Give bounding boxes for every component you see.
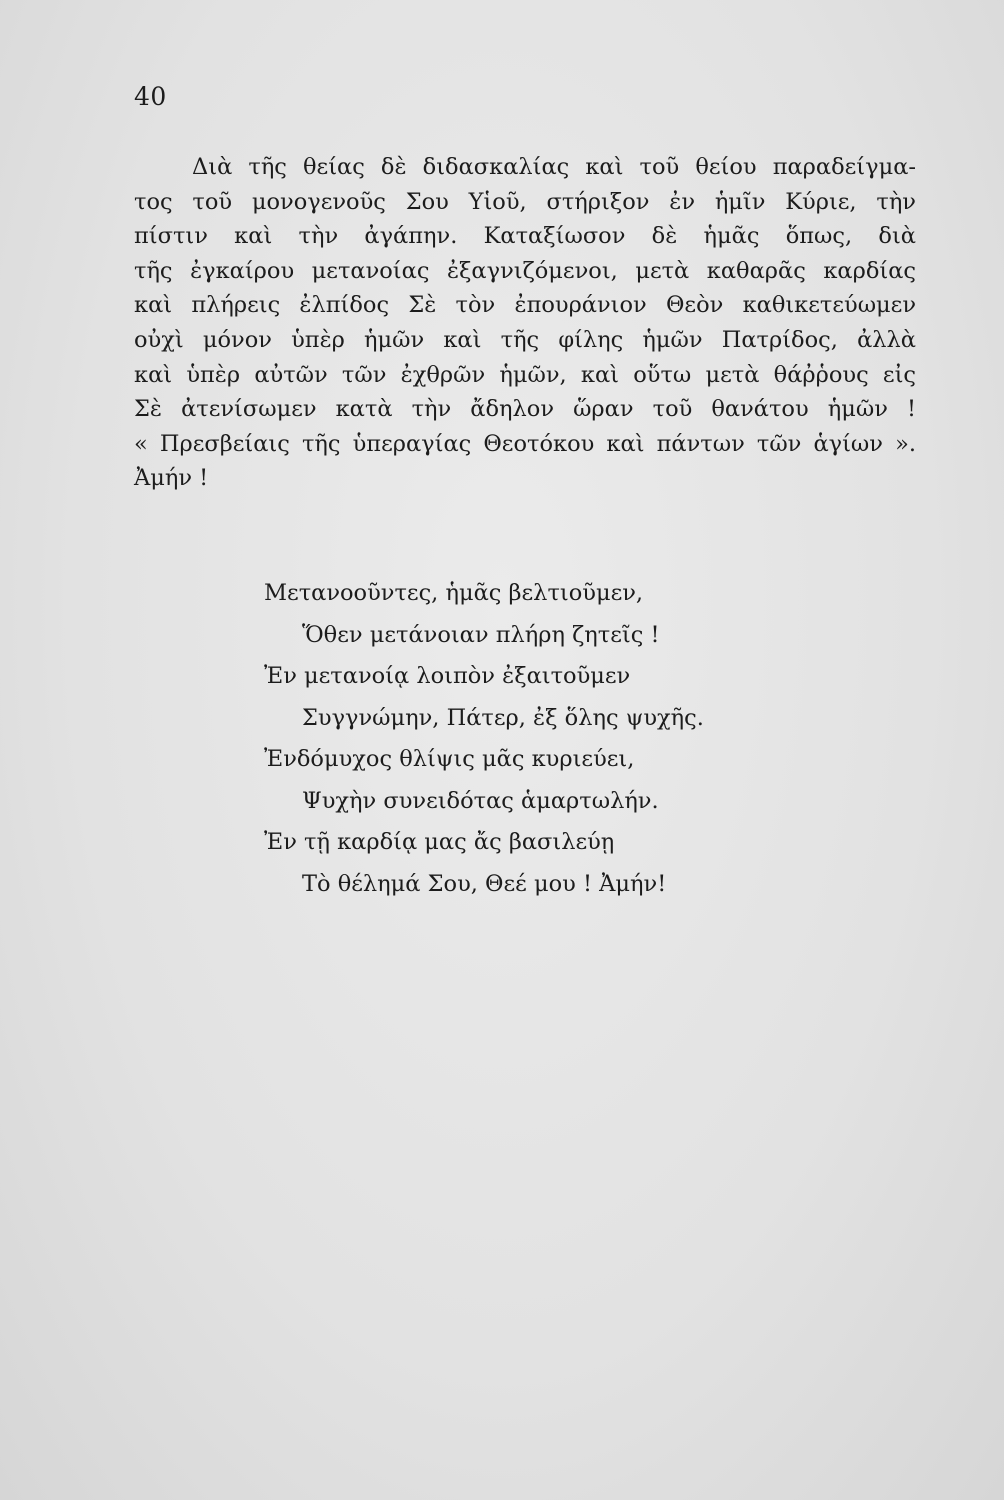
verse-stanza (264, 573, 784, 905)
prose-line: « Πρεσβείαις τῆς ὑπεραγίας Θεοτόκου καὶ πάντων τῶν ἁγίων ». (134, 430, 916, 457)
prose-line: τος τοῦ μονογενοῦς Σου Υἱοῦ, στήριξον ἐν ἡμῖν Κύριε, τὴν (134, 188, 916, 215)
prose-line: καὶ πλήρεις ἐλπίδος Σὲ τὸν ἐπουράνιον Θεὸν καθικετεύωμεν (134, 292, 916, 319)
prose-line: καὶ ὑπὲρ αὐτῶν τῶν ἐχθρῶν ἡμῶν, καὶ οὕτω μετὰ θάῤῥους εἰς (134, 361, 916, 388)
verse-line: Ἐν τῇ καρδίᾳ μας ἄς βασιλεύῃ (264, 829, 615, 855)
prose-line: οὐχὶ μόνον ὑπὲρ ἡμῶν καὶ τῆς φίλης ἡμῶν Πατρίδος, ἀλλὰ (134, 326, 916, 353)
prose-line: Ἀμήν ! (134, 465, 209, 492)
prose-line: πίστιν καὶ τὴν ἀγάπην. Καταξίωσον δὲ ἡμᾶς ὅπως, διὰ (134, 223, 916, 250)
verse-line: Ἐνδόμυχος θλίψις μᾶς κυριεύει, (264, 746, 635, 772)
prayer-paragraph (134, 150, 916, 496)
verse-line: Μετανοοῦντες, ἡμᾶς βελτιοῦμεν, (264, 580, 644, 606)
verse-line: Συγγνώμην, Πάτερ, ἐξ ὅλης ψυχῆς. (302, 704, 704, 731)
verse-line: Ἐν μετανοίᾳ λοιπὸν ἐξαιτοῦμεν (264, 663, 631, 689)
verse-line: Ψυχὴν συνειδότας ἁμαρτωλήν. (302, 787, 659, 814)
prose-line: τῆς ἐγκαίρου μετανοίας ἐξαγνιζόμενοι, μετὰ καθαρᾶς καρδίας (134, 257, 916, 284)
verse-line: Ὅθεν μετάνοιαν πλήρη ζητεῖς ! (302, 621, 660, 648)
prose-line: Διὰ τῆς θείας δὲ διδασκαλίας καὶ τοῦ θείου παραδείγμα- (192, 154, 916, 180)
page-number: 40 (134, 82, 167, 111)
verse-line: Τὸ θέλημά Σου, Θεέ μου ! Ἀμήν! (302, 870, 667, 897)
prose-line: Σὲ ἀτενίσωμεν κατὰ τὴν ἄδηλον ὥραν τοῦ θανάτου ἡμῶν ! (134, 396, 916, 423)
